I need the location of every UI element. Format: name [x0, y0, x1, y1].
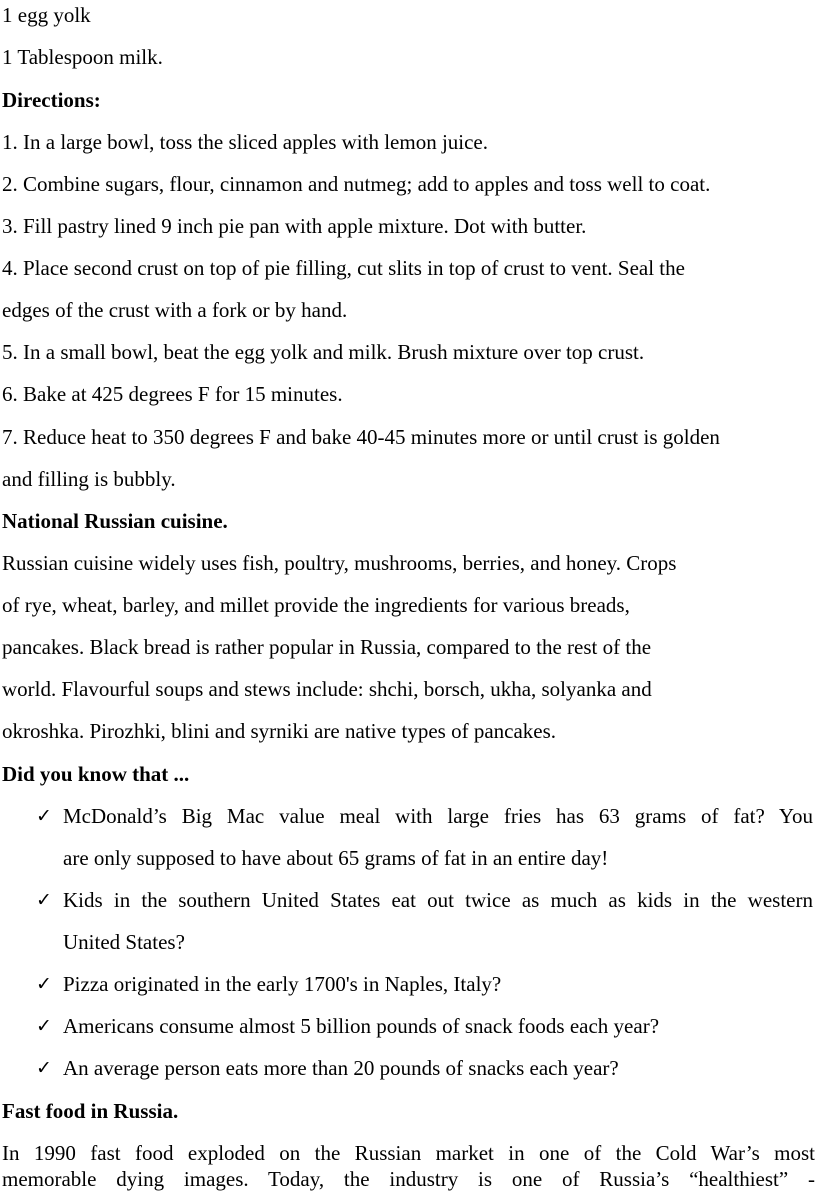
russian-cuisine-line: world. Flavourful soups and stews include: shchi, borsch, ukha, solyanka and: [2, 677, 652, 701]
fact-item: Kids in the southern United States eat out twice as much as kids in the western: [63, 888, 813, 912]
direction-step-4: 4. Place second crust on top of pie filling, cut slits in top of crust to vent. Seal the: [2, 256, 685, 280]
direction-step-6: 6. Bake at 425 degrees F for 15 minutes.: [2, 382, 343, 406]
direction-step-7: 7. Reduce heat to 350 degrees F and bake 40-45 minutes more or until crust is golden: [2, 425, 720, 449]
direction-step-4-cont: edges of the crust with a fork or by hand.: [2, 298, 348, 322]
fast-food-line: In 1990 fast food exploded on the Russian market in one of the Cold War’s most: [2, 1141, 815, 1165]
russian-cuisine-heading: National Russian cuisine.: [2, 509, 228, 533]
direction-step-7-cont: and filling is bubbly.: [2, 467, 176, 491]
checkmark-icon: ✓: [36, 889, 52, 911]
fast-food-heading: Fast food in Russia.: [2, 1099, 179, 1123]
fact-item: Americans consume almost 5 billion pounds of snack foods each year?: [63, 1014, 660, 1038]
fast-food-line: memorable dying images. Today, the industry is one of Russia’s “healthiest” -: [2, 1167, 815, 1191]
direction-step-3: 3. Fill pastry lined 9 inch pie pan with apple mixture. Dot with butter.: [2, 214, 587, 238]
direction-step-5: 5. In a small bowl, beat the egg yolk and milk. Brush mixture over top crust.: [2, 340, 645, 364]
fact-item: Pizza originated in the early 1700's in Naples, Italy?: [63, 972, 502, 996]
checkmark-icon: ✓: [36, 1015, 52, 1037]
did-you-know-heading: Did you know that ...: [2, 762, 190, 786]
direction-step-1: 1. In a large bowl, toss the sliced apples with lemon juice.: [2, 130, 489, 154]
direction-step-2: 2. Combine sugars, flour, cinnamon and nutmeg; add to apples and toss well to coat.: [2, 172, 711, 196]
russian-cuisine-line: pancakes. Black bread is rather popular in Russia, compared to the rest of the: [2, 635, 652, 659]
russian-cuisine-line: Russian cuisine widely uses fish, poultry, mushrooms, berries, and honey. Crops: [2, 551, 677, 575]
checkmark-icon: ✓: [36, 973, 52, 995]
fact-item-cont: United States?: [63, 930, 185, 954]
directions-heading: Directions:: [2, 88, 101, 112]
ingredient-egg-yolk: 1 egg yolk: [2, 3, 91, 27]
fact-item: An average person eats more than 20 pounds of snacks each year?: [63, 1056, 619, 1080]
russian-cuisine-line: of rye, wheat, barley, and millet provide the ingredients for various breads,: [2, 593, 630, 617]
russian-cuisine-line: okroshka. Pirozhki, blini and syrniki are native types of pancakes.: [2, 719, 557, 743]
checkmark-icon: ✓: [36, 805, 52, 827]
fact-item-cont: are only supposed to have about 65 grams of fat in an entire day!: [63, 846, 609, 870]
checkmark-icon: ✓: [36, 1057, 52, 1079]
fact-item: McDonald’s Big Mac value meal with large fries has 63 grams of fat? You: [63, 804, 813, 828]
ingredient-milk: 1 Tablespoon milk.: [2, 45, 163, 69]
